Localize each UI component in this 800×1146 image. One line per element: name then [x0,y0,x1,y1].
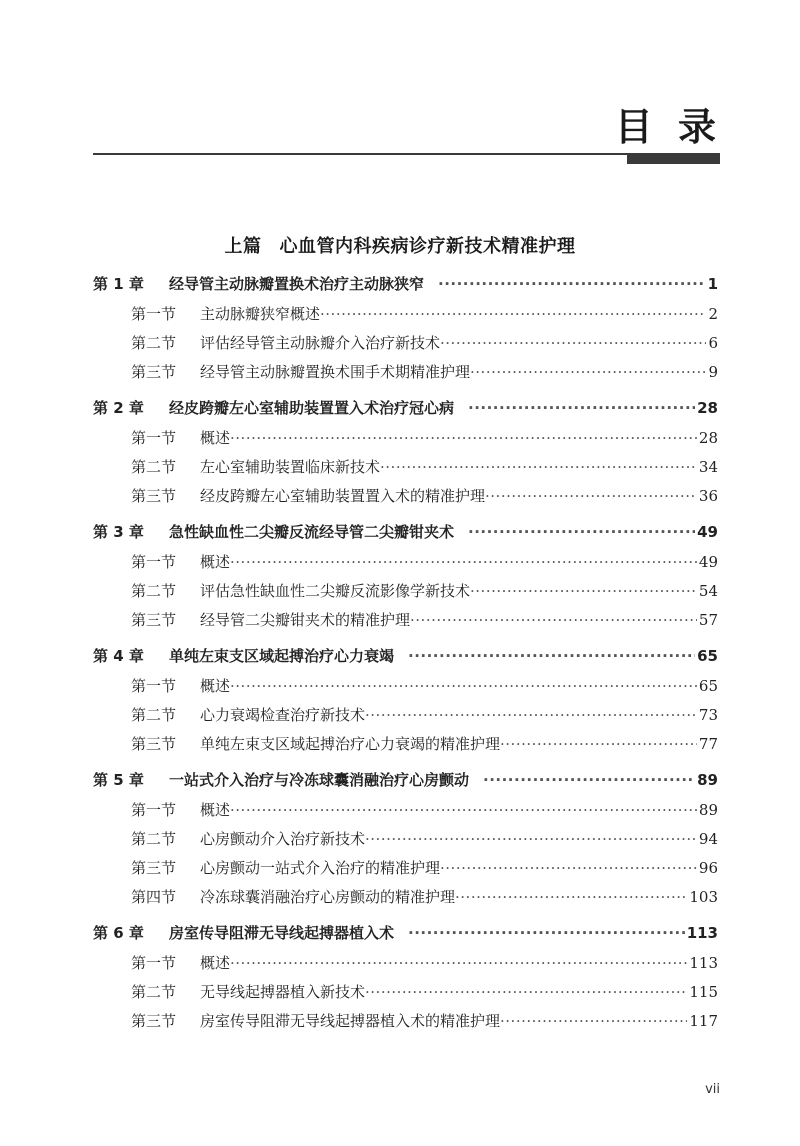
section-title: 概述 [200,553,231,571]
leader-dots [365,978,687,1007]
chapter-title: 经皮跨瓣左心室辅助装置置入术治疗冠心病 [169,399,455,417]
leader-dots [410,606,697,635]
section-page: 115 [689,983,718,1001]
leader-dots [408,640,695,672]
section-title: 无导线起搏器植入新技术 [200,983,366,1001]
leader-dots [455,883,687,912]
section-title: 经导管二尖瓣钳夹术的精准护理 [200,611,411,629]
page-number: vii [705,1082,720,1097]
toc-section-entry[interactable] [93,883,718,912]
leader-dots [485,482,697,511]
section-label: 第一节 [131,429,177,447]
toc-section-entry[interactable] [93,978,718,1007]
section-title: 概述 [200,677,231,695]
section-label: 第四节 [131,888,177,906]
section-page: 73 [698,706,718,724]
section-title: 左心室辅助装置临床新技术 [200,458,381,476]
leader-dots [230,672,697,701]
section-page: 117 [689,1012,718,1030]
chapter-page: 1 [707,275,718,293]
leader-dots [440,329,706,358]
leader-dots [230,548,697,577]
section-label: 第一节 [131,305,177,323]
leader-dots [500,1007,687,1036]
section-title: 概述 [200,954,231,972]
part-heading [0,232,800,258]
section-label: 第二节 [131,582,177,600]
chapter-label: 第 5 章 [93,771,144,789]
chapter-page: 49 [697,523,718,541]
leader-dots [483,764,695,796]
section-label: 第三节 [131,859,177,877]
leader-dots [500,730,697,759]
section-page: 36 [698,487,718,505]
toc-chapter-entry[interactable] [93,764,718,796]
section-title: 主动脉瓣狭窄概述 [200,305,321,323]
part-label: 上篇 [224,236,262,257]
leader-dots [468,516,695,548]
section-page: 49 [698,553,718,571]
toc-section-entry[interactable] [93,796,718,825]
section-label: 第一节 [131,954,177,972]
title-rule [93,153,627,155]
section-label: 第三节 [131,487,177,505]
toc-section-entry[interactable] [93,701,718,730]
toc-section-entry[interactable] [93,300,718,329]
leader-dots [470,358,706,387]
section-label: 第二节 [131,334,177,352]
section-label: 第二节 [131,830,177,848]
section-title: 评估经导管主动脉瓣介入治疗新技术 [200,334,441,352]
section-page: 2 [708,305,718,323]
chapter-label: 第 3 章 [93,523,144,541]
chapter-label: 第 6 章 [93,924,144,942]
section-page: 89 [698,801,718,819]
toc-section-entry[interactable] [93,606,718,635]
section-title: 心力衰竭检查治疗新技术 [200,706,366,724]
section-page: 6 [708,334,718,352]
title-rule-accent [627,153,720,164]
section-title: 心房颤动介入治疗新技术 [200,830,366,848]
part-title: 心血管内科疾病诊疗新技术精准护理 [279,236,576,257]
section-label: 第二节 [131,983,177,1001]
toc-chapter-entry[interactable] [93,392,718,424]
toc-section-entry[interactable] [93,1007,718,1036]
section-page: 28 [698,429,718,447]
leader-dots [440,854,697,883]
chapter-title: 单纯左束支区域起搏治疗心力衰竭 [169,647,395,665]
toc-chapter-entry[interactable] [93,917,718,949]
section-label: 第一节 [131,677,177,695]
section-page: 96 [698,859,718,877]
toc-section-entry[interactable] [93,730,718,759]
section-page: 77 [698,735,718,753]
chapter-title: 一站式介入治疗与冷冻球囊消融治疗心房颤动 [169,771,470,789]
leader-dots [320,300,706,329]
toc-section-entry[interactable] [93,825,718,854]
leader-dots [230,949,687,978]
table-of-contents [93,268,718,1036]
section-title: 房室传导阻滞无导线起搏器植入术的精准护理 [200,1012,501,1030]
toc-section-entry[interactable] [93,672,718,701]
section-title: 评估急性缺血性二尖瓣反流影像学新技术 [200,582,471,600]
section-page: 65 [698,677,718,695]
section-label: 第三节 [131,735,177,753]
toc-chapter-entry[interactable] [93,268,718,300]
section-label: 第三节 [131,611,177,629]
leader-dots [408,917,685,949]
toc-section-entry[interactable] [93,854,718,883]
section-label: 第一节 [131,801,177,819]
section-title: 经皮跨瓣左心室辅助装置置入术的精准护理 [200,487,486,505]
leader-dots [380,453,697,482]
section-page: 103 [689,888,718,906]
toc-section-entry[interactable] [93,548,718,577]
toc-chapter-entry[interactable] [93,516,718,548]
section-page: 57 [698,611,718,629]
section-title: 经导管主动脉瓣置换术围手术期精准护理 [200,363,471,381]
toc-section-entry[interactable] [93,358,718,387]
chapter-page: 65 [697,647,718,665]
chapter-title: 经导管主动脉瓣置换术治疗主动脉狭窄 [169,275,425,293]
leader-dots [230,424,697,453]
section-title: 心房颤动一站式介入治疗的精准护理 [200,859,441,877]
section-label: 第二节 [131,706,177,724]
section-title: 冷冻球囊消融治疗心房颤动的精准护理 [200,888,456,906]
leader-dots [468,392,695,424]
leader-dots [365,701,697,730]
toc-section-entry[interactable] [93,577,718,606]
chapter-label: 第 1 章 [93,275,144,293]
section-label: 第三节 [131,1012,177,1030]
toc-chapter-entry[interactable] [93,640,718,672]
chapter-page: 28 [697,399,718,417]
section-page: 34 [698,458,718,476]
toc-section-entry[interactable] [93,453,718,482]
section-label: 第三节 [131,363,177,381]
section-title: 概述 [200,429,231,447]
section-page: 54 [698,582,718,600]
section-title: 概述 [200,801,231,819]
chapter-page: 89 [697,771,718,789]
chapter-page: 113 [686,924,718,942]
leader-dots [230,796,697,825]
toc-section-entry[interactable] [93,329,718,358]
chapter-label: 第 2 章 [93,399,144,417]
leader-dots [470,577,697,606]
page-title: 目 录 [614,105,722,149]
chapter-title: 房室传导阻滞无导线起搏器植入术 [169,924,395,942]
section-page: 94 [698,830,718,848]
chapter-title: 急性缺血性二尖瓣反流经导管二尖瓣钳夹术 [169,523,455,541]
section-title: 单纯左束支区域起搏治疗心力衰竭的精准护理 [200,735,501,753]
section-page: 113 [689,954,718,972]
section-page: 9 [708,363,718,381]
leader-dots [365,825,697,854]
toc-section-entry[interactable] [93,482,718,511]
chapter-label: 第 4 章 [93,647,144,665]
toc-section-entry[interactable] [93,949,718,978]
leader-dots [438,268,706,300]
section-label: 第二节 [131,458,177,476]
toc-section-entry[interactable] [93,424,718,453]
section-label: 第一节 [131,553,177,571]
